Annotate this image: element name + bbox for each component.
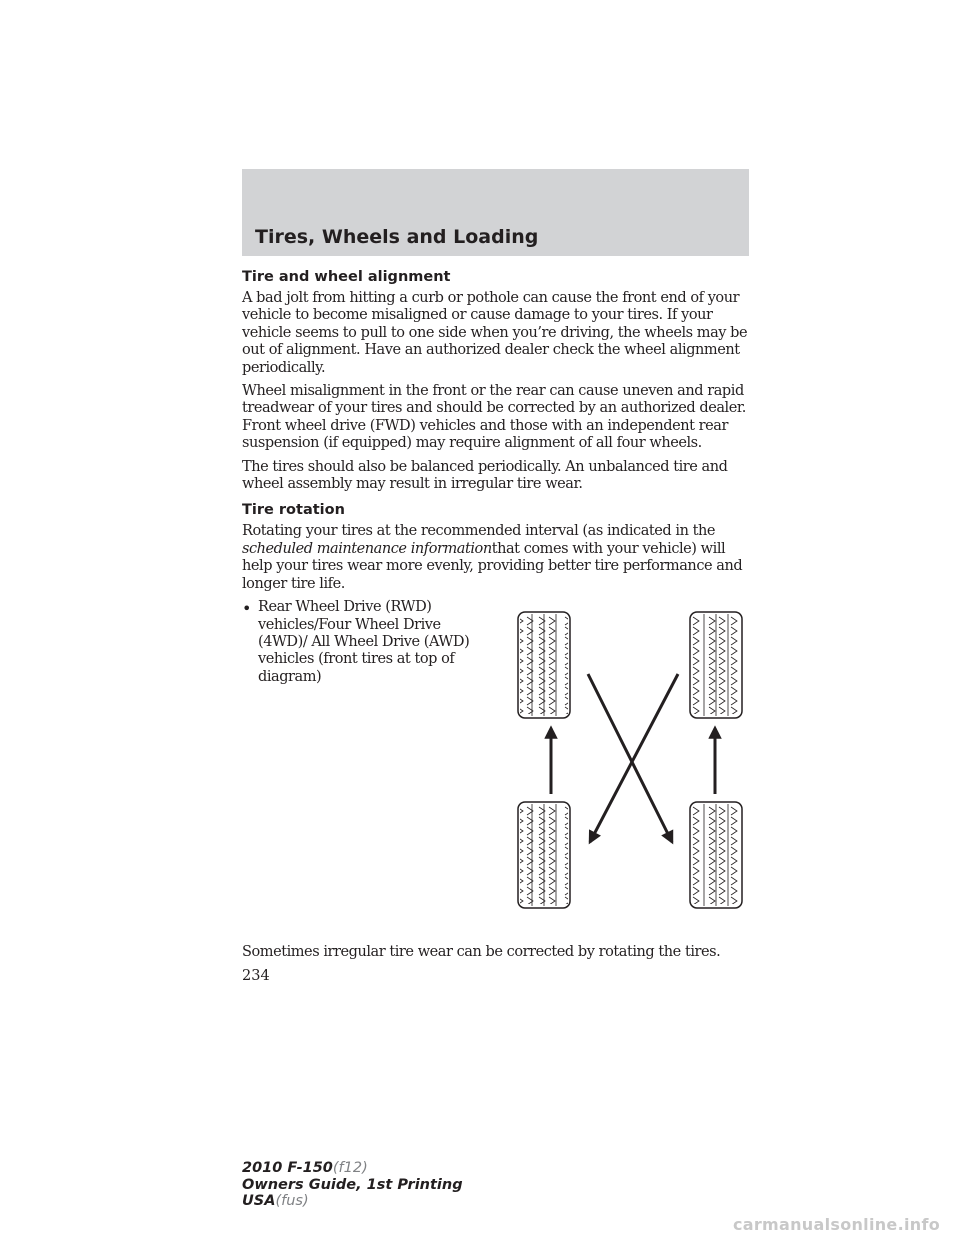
rotation-intro-end: that comes with your vehicle) will help your tires wear more evenly, providing better tire performance and longer tire life. [242,540,743,592]
print-info-model-line [242,1160,463,1177]
rotation-intro [242,523,752,593]
market-name: USA [242,1193,276,1209]
market-code: (fus) [275,1193,309,1209]
tire-rotation-diagram [512,606,750,916]
guide-edition: Owners Guide, 1st Printing [242,1176,463,1193]
alignment-heading: Tire and wheel alignment [242,269,451,285]
section-title: Tires, Wheels and Loading [255,226,539,248]
rear-right-tire [690,802,742,908]
front-right-tire [690,612,742,718]
scheduled-maintenance-reference: scheduled maintenance information [242,540,492,557]
rear-left-tire [518,802,570,908]
model-code: (f12) [332,1160,368,1176]
print-info [242,1160,463,1210]
rotation-bullet-text: Rear Wheel Drive (RWD) vehicles/Four Wheel Drive (4WD)/ All Wheel Drive (AWD) vehicles (front tires at top of diagram) [258,599,470,685]
rotation-heading: Tire rotation [242,502,345,519]
front-right-to-rear-left-arrow [590,674,678,842]
front-left-to-rear-right-arrow [588,674,672,842]
rotation-bullet-item [242,599,490,686]
print-info-market-line [242,1193,463,1210]
alignment-paragraph-1: A bad jolt from hitting a curb or pothole can cause the front end of your vehicle to become misaligned or cause damage to your tires. If your vehicle seems to pull to one side when you’re driving, the wheels may be out of alignment. Have an authorized dealer check the wheel alignment periodically. [242,290,748,376]
model-name: 2010 F-150 [242,1160,333,1176]
alignment-paragraph-3: The tires should also be balanced periodically. An unbalanced tire and wheel assembly may result in irregular tire wear. [242,458,728,493]
page-number: 234 [242,968,270,984]
bullet-marker: • [242,599,252,619]
rotation-closing-text: Sometimes irregular tire wear can be corrected by rotating the tires. [242,944,721,960]
rotation-intro-start: Rotating your tires at the recommended interval (as indicated in the [242,523,716,540]
alignment-paragraph-2: Wheel misalignment in the front or the rear can cause uneven and rapid treadwear of your tires and should be corrected by an authorized dealer. Front wheel drive (FWD) vehicles and those with an independent rear suspension (if equipped) may require alignment of all four wheels. [242,383,746,452]
watermark: carmanualsonline.info [732,1215,940,1234]
front-left-tire [518,612,570,718]
